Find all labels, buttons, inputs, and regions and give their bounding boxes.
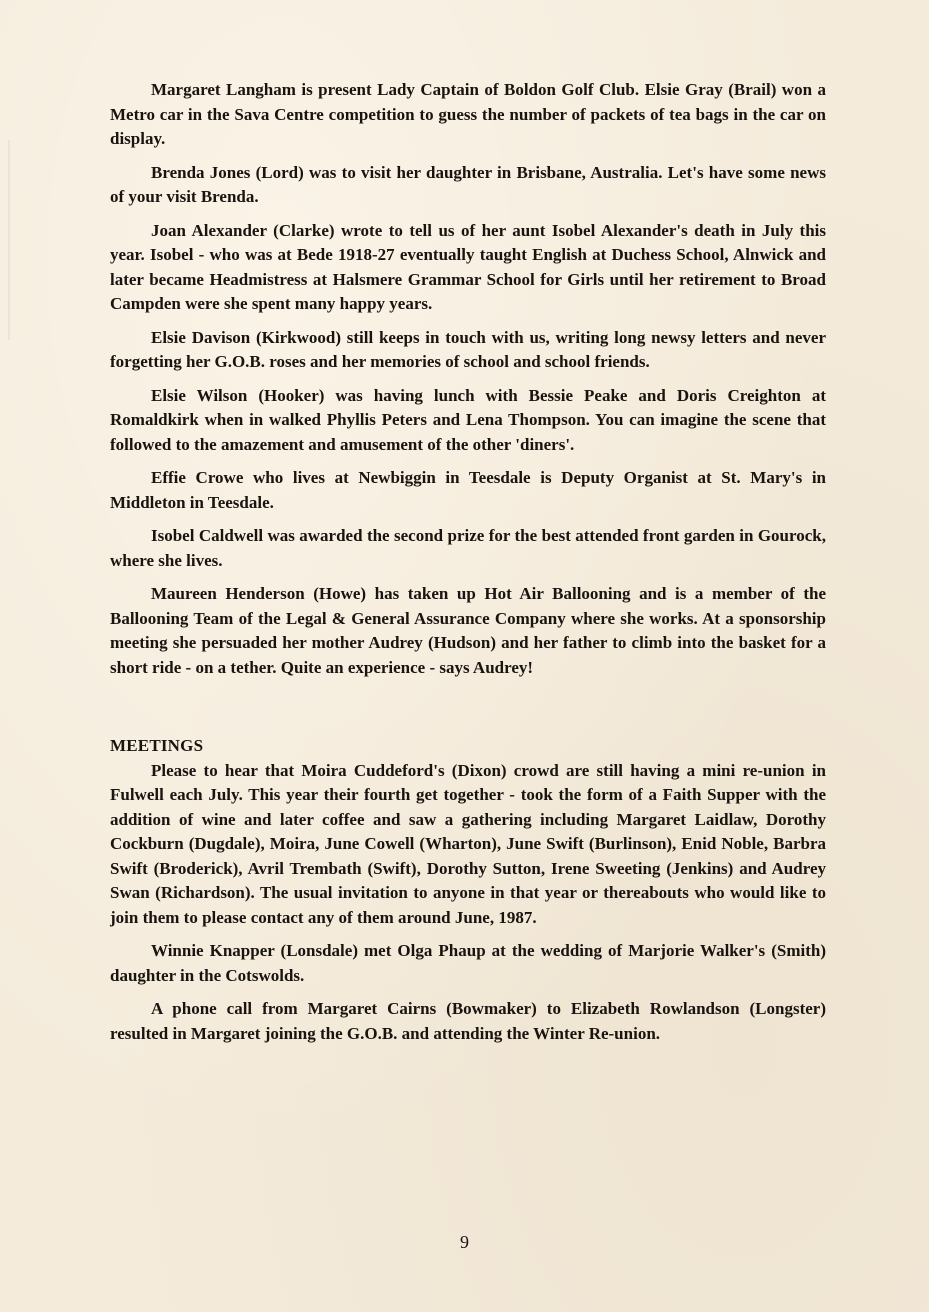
paragraph-cairns: A phone call from Margaret Cairns (Bowmaker) to Elizabeth Rowlandson (Longster) resulted in Margaret joining the G.O.B. and attending the Winter Re-union. bbox=[110, 999, 826, 1043]
section-heading-meetings: MEETINGS bbox=[110, 736, 204, 755]
paragraph-langham: Margaret Langham is present Lady Captain of Boldon Golf Club. Elsie Gray (Brail) won a Metro car in the Sava Centre competition to guess the number of packets of tea bags in the car on display. bbox=[110, 80, 826, 148]
paragraph-crowe: Effie Crowe who lives at Newbiggin in Teesdale is Deputy Organist at St. Mary's in Middleton in Teesdale. bbox=[110, 468, 826, 512]
paragraph-davison: Elsie Davison (Kirkwood) still keeps in touch with us, writing long newsy letters and never forgetting her G.O.B. roses and her memories of school and school friends. bbox=[110, 327, 826, 371]
paragraph-caldwell: Isobel Caldwell was awarded the second prize for the best attended front garden in Gourock, where she lives. bbox=[110, 526, 826, 570]
paragraph-wilson: Elsie Wilson (Hooker) was having lunch with Bessie Peake and Doris Creighton at Romaldkirk when in walked Phyllis Peters and Lena Thompson. You can imagine the scene that followed to the amazement and amusement of the other 'diners'. bbox=[110, 385, 826, 454]
page-edge-shadow bbox=[8, 140, 10, 340]
paragraph-knapper: Winnie Knapper (Lonsdale) met Olga Phaup at the wedding of Marjorie Walker's (Smith) daughter in the Cotswolds. bbox=[110, 941, 826, 985]
page-number: 9 bbox=[460, 1232, 469, 1252]
paragraph-cuddeford: Please to hear that Moira Cuddeford's (Dixon) crowd are still having a mini re-union in Fulwell each July. This year their fourth get together - took the form of a Faith Supper with the addition of wine and later coffee and saw a gathering including Margaret Laidlaw, Dorothy Cockburn (Dugdale), Moira, June Cowell (Wharton), June Swift (Burlinson), Enid Noble, Barbra Swift (Broderick), Avril Trembath (Swift), Dorothy Sutton, Irene Sweeting (Jenkins) and Audrey Swan (Richardson). The usual invitation to anyone in that year or thereabouts who would like to join them to please contact any of them around June, 1987. bbox=[110, 760, 826, 927]
paragraph-jones: Brenda Jones (Lord) was to visit her daughter in Brisbane, Australia. Let's have some news of your visit Brenda. bbox=[110, 162, 826, 206]
paragraph-henderson: Maureen Henderson (Howe) has taken up Hot Air Ballooning and is a member of the Ballooning Team of the Legal & General Assurance Company where she works. At a sponsorship meeting she persuaded her mother Audrey (Hudson) and her father to climb into the basket for a short ride - on a tether. Quite an experience - says Audrey! bbox=[110, 584, 826, 677]
page-body bbox=[110, 78, 826, 1055]
paragraph-alexander: Joan Alexander (Clarke) wrote to tell us of her aunt Isobel Alexander's death in July this year. Isobel - who was at Bede 1918-27 eventually taught English at Duchess School, Alnwick and later became Headmistress at Halsmere Grammar School for Girls until her retirement to Broad Campden were she spent many happy years. bbox=[110, 220, 826, 313]
